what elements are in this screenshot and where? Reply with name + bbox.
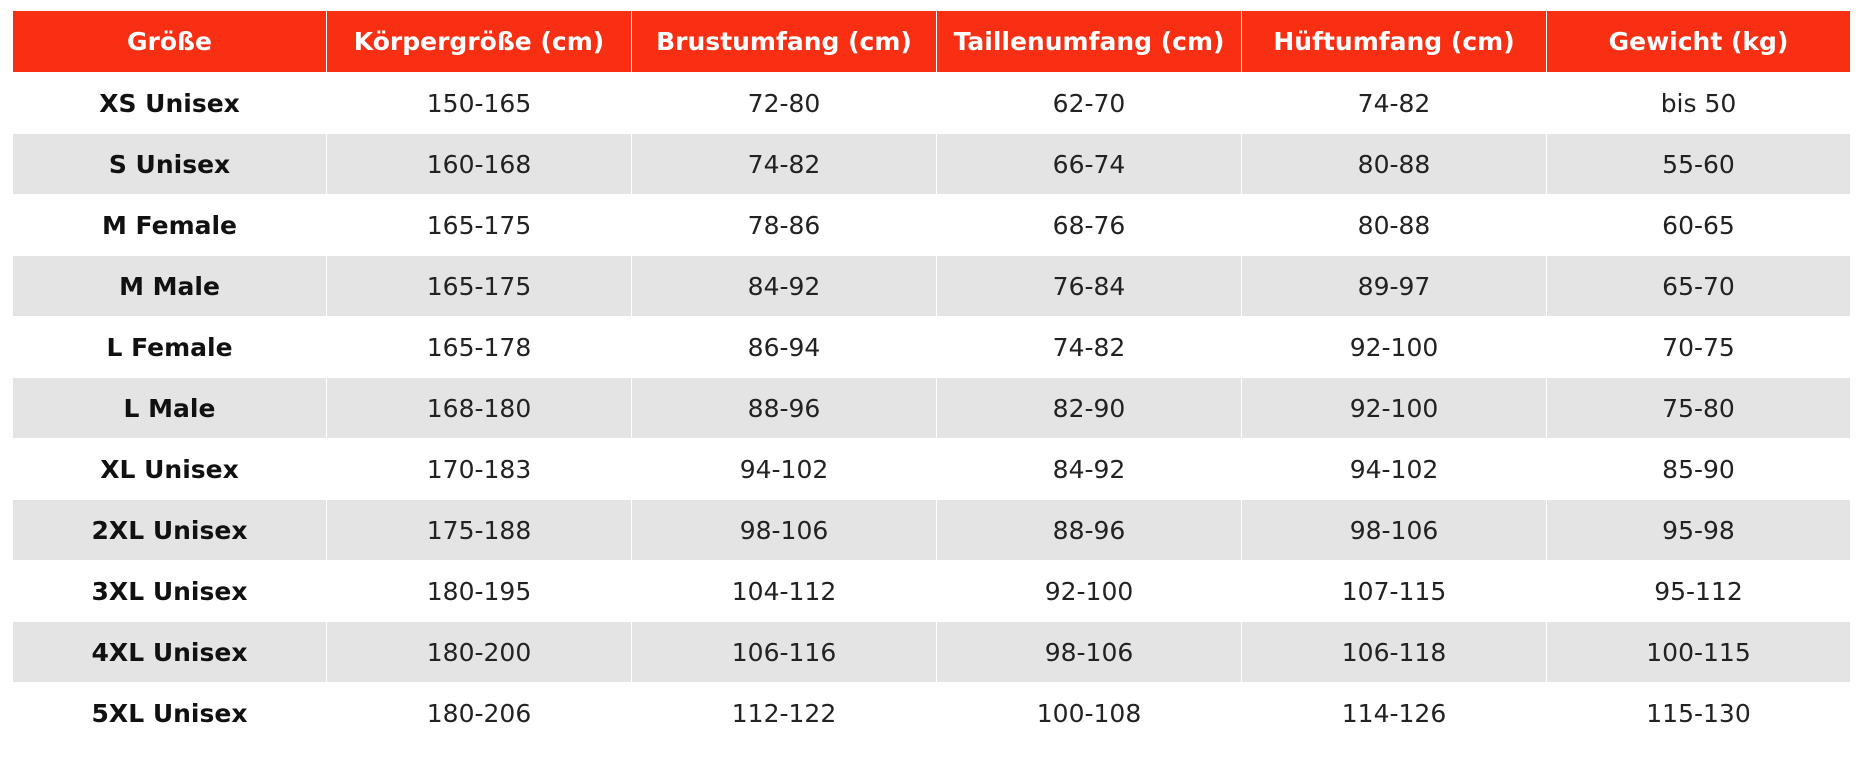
- cell-waist: 100-108: [937, 683, 1242, 744]
- cell-chest: 88-96: [632, 378, 937, 439]
- cell-height: 168-180: [327, 378, 632, 439]
- column-header-hueftumfang: Hüftumfang (cm): [1242, 11, 1547, 73]
- cell-waist: 88-96: [937, 500, 1242, 561]
- table-body: [13, 73, 1851, 744]
- column-header-koerpergroesse: Körpergröße (cm): [327, 11, 632, 73]
- cell-height: 180-200: [327, 622, 632, 683]
- cell-weight: 95-112: [1547, 561, 1851, 622]
- cell-size: XL Unisex: [13, 439, 327, 500]
- table-row: [13, 500, 1851, 561]
- cell-hip: 94-102: [1242, 439, 1547, 500]
- cell-height: 165-175: [327, 195, 632, 256]
- table-header: [13, 11, 1851, 73]
- column-header-brustumfang: Brustumfang (cm): [632, 11, 937, 73]
- cell-waist: 92-100: [937, 561, 1242, 622]
- table-row: [13, 561, 1851, 622]
- cell-weight: bis 50: [1547, 73, 1851, 134]
- cell-height: 165-178: [327, 317, 632, 378]
- cell-waist: 74-82: [937, 317, 1242, 378]
- cell-size: 3XL Unisex: [13, 561, 327, 622]
- cell-height: 180-206: [327, 683, 632, 744]
- cell-size: XS Unisex: [13, 73, 327, 134]
- cell-chest: 84-92: [632, 256, 937, 317]
- cell-size: 2XL Unisex: [13, 500, 327, 561]
- cell-hip: 74-82: [1242, 73, 1547, 134]
- cell-size: 4XL Unisex: [13, 622, 327, 683]
- column-header-taillenumfang: Taillenumfang (cm): [937, 11, 1242, 73]
- cell-weight: 75-80: [1547, 378, 1851, 439]
- cell-hip: 80-88: [1242, 134, 1547, 195]
- cell-waist: 66-74: [937, 134, 1242, 195]
- cell-weight: 60-65: [1547, 195, 1851, 256]
- cell-weight: 65-70: [1547, 256, 1851, 317]
- cell-waist: 82-90: [937, 378, 1242, 439]
- cell-size: L Male: [13, 378, 327, 439]
- cell-size: L Female: [13, 317, 327, 378]
- cell-waist: 76-84: [937, 256, 1242, 317]
- cell-weight: 70-75: [1547, 317, 1851, 378]
- size-chart-table: [12, 10, 1851, 744]
- cell-hip: 106-118: [1242, 622, 1547, 683]
- table-header-row: [13, 11, 1851, 73]
- cell-weight: 85-90: [1547, 439, 1851, 500]
- table-row: [13, 134, 1851, 195]
- column-header-gewicht: Gewicht (kg): [1547, 11, 1851, 73]
- cell-waist: 84-92: [937, 439, 1242, 500]
- cell-chest: 112-122: [632, 683, 937, 744]
- cell-height: 170-183: [327, 439, 632, 500]
- table-row: [13, 622, 1851, 683]
- cell-waist: 62-70: [937, 73, 1242, 134]
- column-header-groesse: Größe: [13, 11, 327, 73]
- cell-hip: 92-100: [1242, 317, 1547, 378]
- table-row: [13, 439, 1851, 500]
- cell-chest: 106-116: [632, 622, 937, 683]
- cell-hip: 98-106: [1242, 500, 1547, 561]
- cell-height: 150-165: [327, 73, 632, 134]
- cell-size: M Female: [13, 195, 327, 256]
- cell-height: 175-188: [327, 500, 632, 561]
- table-row: [13, 73, 1851, 134]
- cell-chest: 104-112: [632, 561, 937, 622]
- cell-weight: 55-60: [1547, 134, 1851, 195]
- table-row: [13, 317, 1851, 378]
- cell-size: M Male: [13, 256, 327, 317]
- cell-hip: 114-126: [1242, 683, 1547, 744]
- cell-hip: 89-97: [1242, 256, 1547, 317]
- cell-chest: 78-86: [632, 195, 937, 256]
- cell-chest: 94-102: [632, 439, 937, 500]
- cell-weight: 115-130: [1547, 683, 1851, 744]
- cell-height: 160-168: [327, 134, 632, 195]
- cell-size: S Unisex: [13, 134, 327, 195]
- cell-size: 5XL Unisex: [13, 683, 327, 744]
- cell-chest: 72-80: [632, 73, 937, 134]
- cell-chest: 74-82: [632, 134, 937, 195]
- cell-height: 180-195: [327, 561, 632, 622]
- table-row: [13, 195, 1851, 256]
- table-row: [13, 683, 1851, 744]
- cell-hip: 107-115: [1242, 561, 1547, 622]
- cell-chest: 86-94: [632, 317, 937, 378]
- cell-weight: 100-115: [1547, 622, 1851, 683]
- table-row: [13, 256, 1851, 317]
- cell-chest: 98-106: [632, 500, 937, 561]
- cell-hip: 80-88: [1242, 195, 1547, 256]
- cell-waist: 68-76: [937, 195, 1242, 256]
- cell-height: 165-175: [327, 256, 632, 317]
- cell-weight: 95-98: [1547, 500, 1851, 561]
- cell-hip: 92-100: [1242, 378, 1547, 439]
- table-row: [13, 378, 1851, 439]
- cell-waist: 98-106: [937, 622, 1242, 683]
